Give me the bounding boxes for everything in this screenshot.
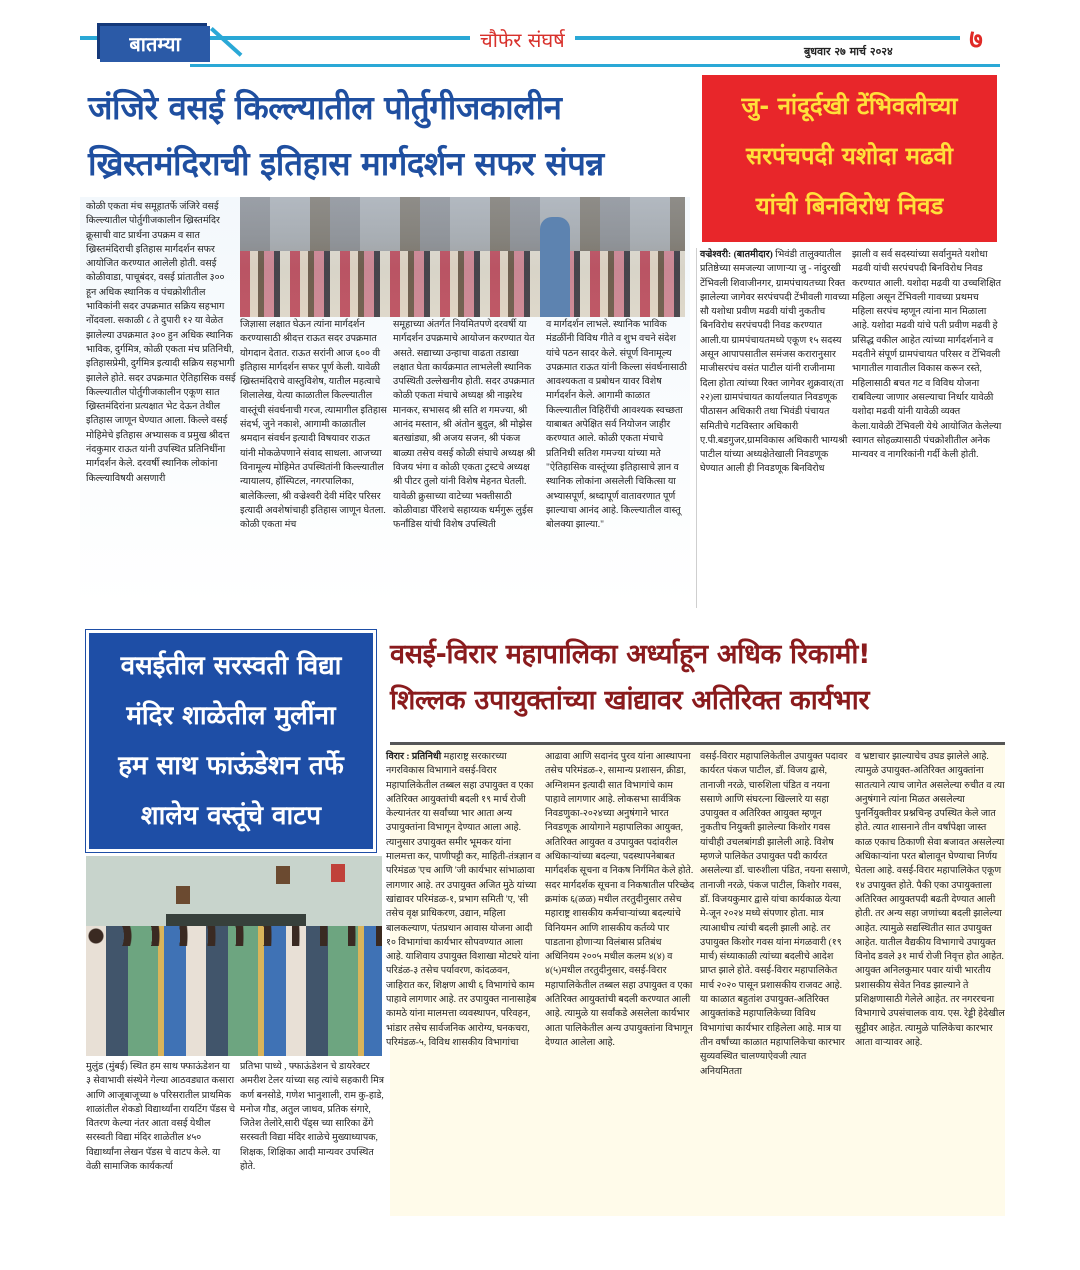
article4-column-3: वसई-विरार महापालिकेतील उपायुक्त पदावर कार्यरत पंकज पाटील, डॉ. विजय द्वासे, तानाजी नरळे, चारुशिला पंडित व नयना ससाणे आणि संघरत्ना खिल्लारे या सहा उपायुक्त व अतिरिक्त आयुक्त म्हणून नुकतीच नियुक्ती झालेल्या किशोर गवस यांचीही उचलबांगडी झालेली आहे. विशेष म्हणजे पालिकेत उपायुक्त पदी कार्यरत असलेल्या डॉ. चारुशीला पंडित, नयना ससाणे, तानाजी नरळे, पंकज पाटील, किशोर गवस, डॉ. विजयकुमार द्वासे यांचा कार्यकाळ येत्या मे-जून २०२४ मध्ये संपणार होता. मात्र त्याआधीच त्यांची बदली झाली आहे. तर उपायुक्त किशोर गवस यांना मंगळवारी (१९ मार्च) संध्याकाळी त्यांच्या बदलीचे आदेश प्राप्त झाले होते. वसई-विरार महापालिकेत मार्च २०२० पासून प्रशासकीय राजवट आहे. या काळात बहुतांश उपायुक्त-अतिरिक्त आयुक्तांकडे महापालिकेच्या विविध विभागांचा कार्यभार राहिलेला आहे. मात्र या तीन वर्षांच्या काळात महापालिकेचा कारभार सुव्यवस्थित चालण्याऐवजी त्यात अनियमितता <box>700 752 851 1077</box>
headline-line: वसईतील सरस्वती विद्या <box>120 651 342 681</box>
headline-line: मंदिर शाळेतील मुलींना <box>126 701 336 731</box>
headline-line: जु- नांदूर्दखी टेंभिवलीच्या <box>741 92 958 120</box>
article1-column-3: समूहाच्या अंतर्गत नियमितपणे दरवर्षी या मार्गदर्शन उपक्रमाचे आयोजन करण्यात येत असते. सद्याच्या उन्हाचा वाढता तडाखा लक्षात घेता कार्यक्रमात लाभलेली स्थानिक उपस्थिती उल्लेखनीय होती. सदर उपक्रमात कोळी एकता मंचाचे अध्यक्ष श्री नाझरेथ मानकर, सभासद श्री सति श गमज्या, श्री आनंद मस्तान, श्री अंतोन बुदुल, श्री मोझेस बतखांड्या, श्री अजय सजन, श्री पंकज बाळ्या तसेच वसई कोळी संघाचे अध्यक्ष श्री विजय भंगा व कोळी एकता ट्रस्टचे अध्यक्ष श्री पीटर तुलो यांनी विशेष मेहनत घेतली. यावेळी क्रुसाच्या वाटेच्या भक्तीसाठी कोळीवाडा पॅरिशचे सहाय्यक धर्मगुरू लुईस फर्नांडिस यांची विशेष उपस्थिती <box>393 320 536 531</box>
article1-column-1: कोळी एकता मंच समूहातर्फे जंजिरे वसई किल्ल्यातील पोर्तुगीजकालीन ख्रिस्तमंदिर क्रूसाची वाट प्रार्थना उपक्रम व सात ख्रिस्तमंदिराची इतिहास मार्गदर्शन सफर आयोजित करण्यात आलेली होती. वसई कोळीवाडा, पाचूबंदर, वसई प्रांतातील ३०० हून अधिक स्थानिक व पंचक्रोशीतील भाविकांनी सदर उपक्रमात सक्रिय सहभाग नोंदवला. सकाळी ८ ते दुपारी १२ या वेळेत झालेल्या उपक्रमात ३०० हुन अधिक स्थानिक भाविक, दुर्गमित्र, कोळी एकता मंच प्रतिनिधी, इतिहासप्रेमी, दुर्गमित्र इत्यादी सक्रिय सहभागी झालेले होते. सदर उपक्रमात ऐतिहासिक वसई किल्ल्यातील पोर्तुगीजकालीन एकूण सात ख्रिस्तमंदिरांना प्रत्यक्षात भेट देऊन तेथील इतिहास जाणून घेण्यात आला. किल्ले वसई मोहिमेचे इतिहास अभ्यासक व प्रमुख श्रीदत्त नंदकुमार राऊत यांनी उपस्थित प्रतिनिधींना मार्गदर्शन केले. दरवर्षी स्थानिक लोकांना किल्ल्याविषयी असणारी <box>86 202 236 484</box>
headline-line: ख्रिस्तमंदिराची इतिहास मार्गदर्शन सफर संपन्न <box>88 144 604 183</box>
article4-dateline: विरार : प्रतिनिधी <box>386 752 442 762</box>
article2-dateline: वज्रेश्वरी: (बातमीदार) <box>700 250 773 260</box>
article4-column-4: व भ्रष्टाचार झाल्याचेच उघड झालेले आहे. त्यामुळे उपायुक्त-अतिरिक्त आयुक्तांना सातत्याने त्याच जागेत असलेल्या रुचीत व त्या अनुषंगाने त्यांना मिळत असलेल्या पुनर्नियुक्तीवर प्रश्नचिन्ह उपस्थित केले जात होते. त्यात शासनाने तीन वर्षांपेक्षा जास्त काळ एकाच ठिकाणी सेवा बजावत असलेल्या अधिकाऱ्यांना परत बोलावून घेण्याचा निर्णय घेतला आहे. वसई-विरार महापालिकेत एकूण १४ उपायुक्त होते. पैकी एका उपायुक्ताला अतिरिक्त आयुक्तपदी बढती देण्यात आली होती. तर अन्य सहा जणांच्या बदली झालेल्या आहेत. त्यामुळे सद्यस्थितीत सात उपायुक्त आहेत. यातील वैद्यकीय विभागाचे उपायुक्त विनोद डवले ३१ मार्च रोजी निवृत्त होत आहेत. आयुक्त अनिलकुमार पवार यांची भारतीय प्रशासकीय सेवेत निवड झाल्याने ते प्रशिक्षणासाठी गेलेले आहेत. तर नगररचना विभागाचे उपसंचालक वाय. एस. रेड्डी हेदेखील सुट्टीवर आहेत. त्यामुळे पालिकेचा कारभार आता वाऱ्यावर आहे. <box>855 752 1005 1048</box>
headline-line: सरपंचपदी यशोदा मढवी <box>745 142 954 170</box>
newspaper-name: चौफेर संघर्ष <box>470 20 575 60</box>
photo-heads <box>86 926 382 946</box>
article4-column-1-text: महाराष्ट्र सरकारच्या नगरविकास विभागाने वसई-विरार महापालिकेतील तब्बल सहा उपायुक्त व एका अतिरिक्त आयुक्तांची बदली १९ मार्च रोजी केल्यानंतर या सर्वांच्या भार आता अन्य उपायुक्तांना विभागून देण्यात आला आहे. त्यानुसार उपायुक्त समीर भूमकर यांना मालमत्ता कर, पाणीपट्टी कर, माहिती-तंत्रज्ञान व परिमंडळ 'एच आणि 'जी कार्यभार सांभाळावा लागणार आहे. तर उपायुक्त अजित मुठे यांच्या खांद्यावर परिमंडळ-१, प्रभाग समिती 'ए, 'सी तसेच वृक्ष प्राधिकरण, उद्यान, महिला बालकल्याण, पंतप्रधान आवास योजना आदी १० विभागांचा कार्यभार सोपवण्यात आला आहे. याशिवाय उपायुक्त विशाखा मोटघरे यांना परिडंळ-३ तसेच पर्यावरण, कांदळवन, जाहिरात कर, शिक्षण आधी ६ विभागांचे काम पाहावे लागणार आहे. तर उपायुक्त नानासाहेब कामठे यांना मालमत्ता व्यवस्थापन, परिवहन, भांडार तसेच सार्वजनिक आरोग्य, घनकचरा, परिमंडळ-५, विविध शासकीय विभागांचा <box>386 752 541 1048</box>
masthead-rule-bottom <box>190 64 1000 67</box>
headline-line: जंजिरे वसई किल्ल्यातील पोर्तुगीजकालीन <box>88 88 562 127</box>
article1-column-2: जिज्ञासा लक्षात घेऊन त्यांना मार्गदर्शन करण्यासाठी श्रीदत्त राऊत सदर उपक्रमात योगदान देतात. राऊत सरांनी आज ६०० वी इतिहास मार्गदर्शन सफर पूर्ण केली. यावेळी ख्रिस्तमंदिराचे वास्तुविशेष, यातील महत्वाचे शिलालेख, येत्या काळातील किल्ल्यातील वास्तूंची संवर्धनाची गरज, त्यामागील इतिहास संदर्भ, जुने नकाशे, आगामी काळातील श्रमदान संवर्धन इत्यादी विषयावर राऊत यांनी मोकळेपणाने संवाद साधला. आजच्या विनामूल्य मोहिमेत उपस्थितांनी किल्ल्यातील न्यायालय, हॉस्पिटल, नगरपालिका, बालेकिल्ला, श्री वज्रेश्वरी देवी मंदिर परिसर इत्यादी अवशेषांचाही इतिहास जाणून घेतला. कोळी एकता मंच <box>240 320 387 531</box>
article4-headline <box>390 632 1005 724</box>
headline-line: शिल्लक उपायुक्तांच्या खांद्यावर अतिरिक्त कार्यभार <box>390 685 870 716</box>
masthead <box>80 20 1010 68</box>
article1-photo <box>240 197 685 317</box>
headline-line: वसई-विरार महापालिका अर्ध्याहून अधिक रिकामी! <box>390 639 871 670</box>
headline-line: यांची बिनविरोध निवड <box>755 192 944 220</box>
article3-column-1: मुलुंड (मुंबई) स्थित हम साथ फ्फाऊंडेशन या ३ सेवाभावी संस्थेने गेल्या आठवड्यात कसारा आणि आजूबाजूच्या ७ परिसरातील प्राथमिक शाळांतील शेकडो विद्यार्थ्यांना रायटिंग पॅडस चे वितरण केल्या नंतर आता वसई येथील सरस्वती विद्या मंदिर शाळेतील ४५० विद्यार्थ्यांना लेखन पॅडस चे वाटप केले. या वेळी सामाजिक कार्यकर्त्या <box>86 1062 236 1173</box>
article2-column-1-text: भिवंडी तालुक्यातील प्रतिष्ठेच्या समजल्या जाणाऱ्या जु - नांदुरखी टेंभिवली शिवाजीनगर, ग्रामपंचायतच्या रिक्त झालेल्या जागेवर सरपंचपदी टेंभीवली गावच्या सौ यशोधा प्रवीण मढवी यांची नुकतीच बिनविरोध सरपंचपदी निवड करण्यात आली.या ग्रामपंचायतमध्ये एकूण १५ सदस्य असून आपापसातील समंजस करारानुसार माजीसरपंच वसंत पाटील यांनी राजीनामा दिला होता त्यांच्या रिक्त जागेवर शुक्रवार(ता २२)ला ग्रामपंचायत कार्यालयात निवडणूक पीठासन अधिकारी तथा भिवंडी पंचायत समितीचे गटविस्तार अधिकारी ए.पी.बडगुजर,ग्रामविकास अधिकारी भाग्यश्री पाटील यांच्या अध्यक्षेतेखाली निवडणूक घेण्यात आली ही निवडणूक बिनविरोध <box>700 250 850 475</box>
article2-headline <box>702 75 997 242</box>
headline-line: हम साथ फाऊंडेशन तर्फे <box>118 751 344 781</box>
article3-photo <box>86 856 382 1056</box>
column-divider <box>696 248 697 608</box>
article3-column-2: प्रतिभा पाध्ये , फ्फाऊंडेशन चे डायरेक्टर अमरीश टेलर यांच्या सह त्यांचे सहकारी मित्र कर्ण बनसोडे, गणेश भानुशाली, राम कु-हाडे, मनोज गौड, अतुल जाधव, प्रतिक संगारे, जितेश तेलोरे,सारी पॅड्स च्या सारिका ढेंगे सरस्वती विद्या मंदिर शाळेचे मुख्याध्यापक, शिक्षक, शिक्षिका आदी मान्यवर उपस्थित होते. <box>240 1062 384 1173</box>
photo-wall-frame <box>331 864 345 882</box>
article1-headline <box>88 80 698 192</box>
article4-rule <box>390 742 1005 745</box>
photo-crowd <box>240 251 685 317</box>
masthead-rule-slant <box>210 27 242 57</box>
newspaper-page <box>80 20 1010 1230</box>
article4-column-2: आढावा आणि सदानंद पुरव यांना आस्थापना तसेच परिमंडळ-२, सामान्य प्रशासन, क्रीडा, अग्निशमन इत्यादी सात विभागांचे काम पाहावे लागणार आहे. लोकसभा सार्वत्रिक निवडणुका-२०२४च्या अनुषंगाने भारत निवडणूक आयोगाने महापालिका आयुक्त, अतिरिक्त आयुक्त व उपायुक्त पदांवरील अधिकाऱ्यांच्या बदल्या, पदस्थापनेबाबत मार्गदर्शक सूचना व निकष निर्गमित केले होते. सदर मार्गदर्शक सूचना व निकषातील परिच्छेद क्रमांक ६(ळळ) मधील तरतुदीनुसार तसेच महाराष्ट्र शासकीय कर्मचाऱ्यांच्या बदल्यांचे विनियमन आणि शासकीय कर्तव्ये पार पाडताना होणाऱ्या विलंबास प्रतिबंध अधिनियम २००५ मधील कलम ४(४) व ४(५)मधील तरतुदीनुसार, वसई-विरार महापालिकेतील तब्बल सहा उपायुक्त व एका अतिरिक्त आयुक्तांची बदली करण्यात आली आहे. त्यामुळे या सर्वांकडे असलेला कार्यभार आता पालिकेतील अन्य उपायुक्तांना विभागून देण्यात आलेला आहे. <box>545 752 695 1048</box>
photo-wall-frame <box>176 886 190 904</box>
article2-column-2: झाली व सर्व सदस्यांच्या सर्वानुमते यशोधा मढवी यांची सरपंचपदी बिनविरोध निवड करण्यात आली. यशोदा मढवी या उच्चशिक्षित महिला असून टेंभिवली गावच्या प्रथमच महिला सरपंच म्हणून त्यांना मान मिळाला आहे. यशोदा मढवी यांचे पती प्रवीण मढवी हे प्रसिद्ध वकील आहेत त्यांच्या मार्गदर्शनाने व मदतीने संपूर्ण ग्रामपंचायत परिसर व टेंभिवली भागातील गावातील विकास करून रस्ते, महिलासाठी बचत गट व विविध योजना राबविल्या जाणार असल्याचा निर्धार यावेळी यशोदा मढवी यांनी यावेळी व्यक्त केला.यावेळी टेंभिवली येथे आयोजित केलेल्या स्वागत सोहळ्यासाठी पंचक्रोशीतील अनेक मान्यवर व नागरिकांनी गर्दी केली होती. <box>852 250 1002 461</box>
section-label: बातम्या <box>100 26 210 62</box>
article4-column-1 <box>386 750 541 1050</box>
issue-date: बुधवार २७ मार्च २०२४ <box>800 44 897 59</box>
photo-fort-wall <box>240 197 685 251</box>
article3-headline <box>86 630 376 852</box>
page-number: ७ <box>960 24 992 56</box>
article2-column-1 <box>700 248 850 477</box>
photo-wall-frame <box>276 866 290 884</box>
photo-priest-figure <box>540 217 570 317</box>
article1-column-4: व मार्गदर्शन लाभले. स्थानिक भाविक मंडळींनी विविध गीते व शुभ वचने संदेश यांचे पठन सादर केले. संपूर्ण विनामूल्य उपक्रमात राऊत यांनी किल्ला संवर्धनासाठी आवश्यकता व प्रबोधन यावर विशेष मार्गदर्शन केले. आगामी काळात किल्ल्यातील विहिरींची आवश्यक स्वच्छता याबाबत अपेक्षित सर्व नियोजन जाहीर करण्यात आले. कोळी एकता मंचाचे प्रतिनिधी सतिश गमज्या यांच्या मते "ऐतिहासिक वास्तूंच्या इतिहासाचे ज्ञान व स्थानिक लोकांना असलेली चिकित्सा या अभ्यासपूर्ण, श्रध्दापूर्ण वातावरणात पूर्ण झाल्याचा आनंद आहे. किल्ल्यातील वास्तू बोलक्या झाल्या." <box>546 320 687 531</box>
headline-line: शालेय वस्तूंचे वाटप <box>140 801 322 831</box>
